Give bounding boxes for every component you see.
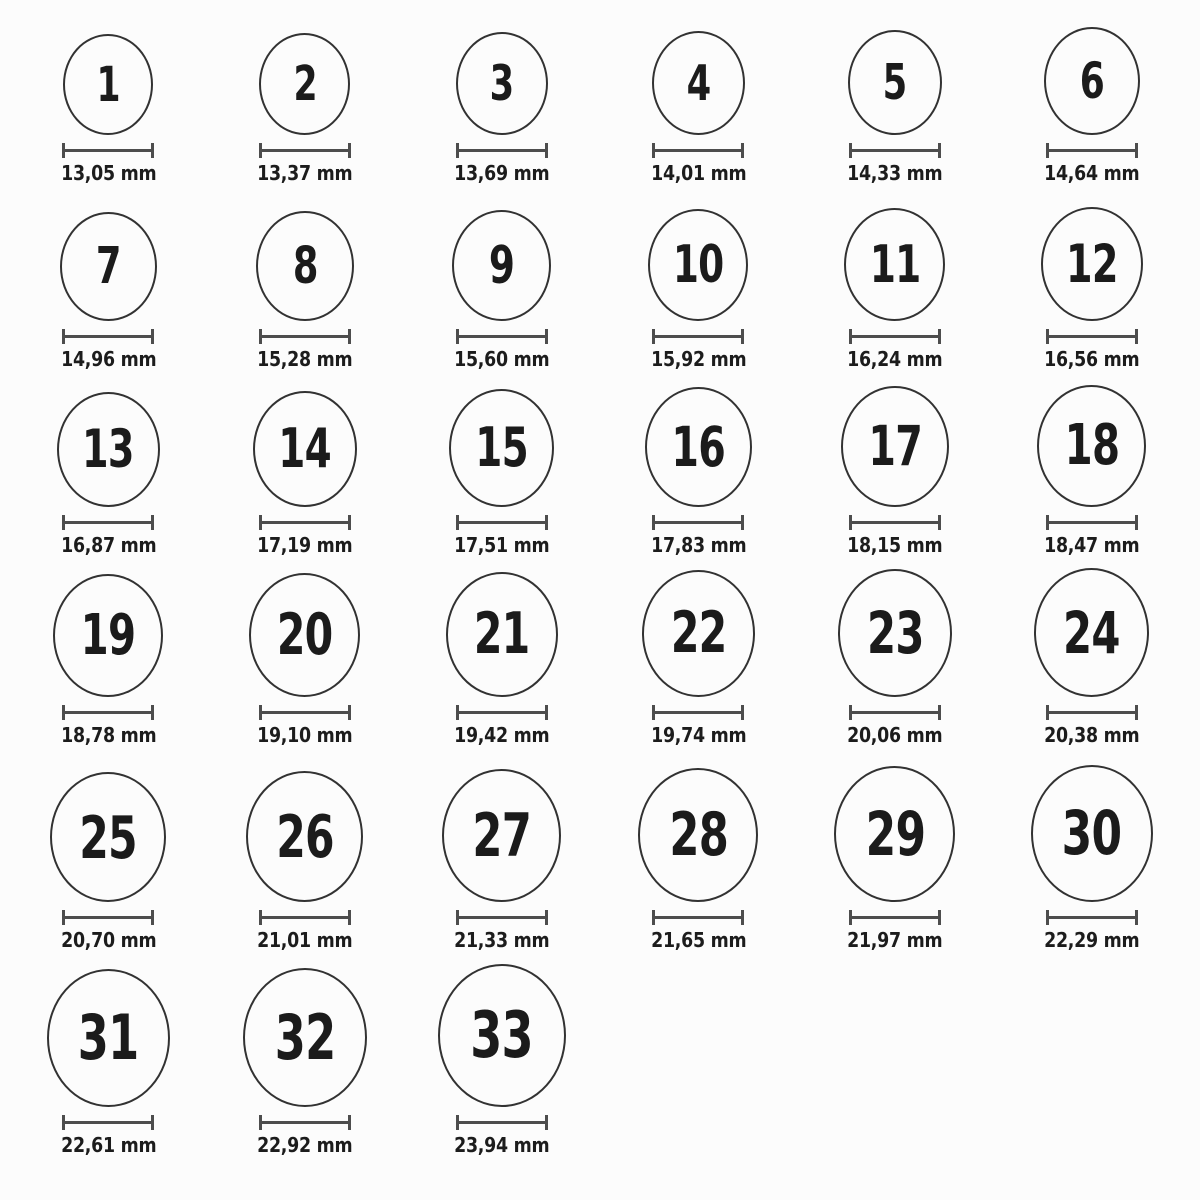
size-label: 19,10 mm (257, 723, 353, 747)
size-label: 21,65 mm (650, 928, 746, 952)
size-label: 18,47 mm (1044, 533, 1140, 557)
size-number: 27 (472, 800, 531, 871)
measure-tick-right-icon (348, 329, 351, 344)
measure-tick-right-icon (348, 515, 351, 530)
size-circle (57, 392, 160, 507)
size-number: 6 (1079, 52, 1104, 110)
diameter-measure-line (259, 1115, 351, 1130)
measure-tick-right-icon (1135, 705, 1138, 720)
ring-size-item (207, 195, 404, 381)
size-number: 21 (473, 601, 530, 667)
ring-size-item (600, 0, 797, 195)
measure-tick-right-icon (348, 1115, 351, 1130)
size-number: 23 (866, 599, 924, 667)
measure-tick-right-icon (348, 705, 351, 720)
measure-tick-right-icon (1135, 329, 1138, 344)
measure-bar (456, 335, 548, 338)
size-number: 31 (77, 1001, 139, 1074)
diameter-measure-line (259, 705, 351, 720)
ring-size-item (993, 0, 1190, 195)
measure-tick-right-icon (545, 143, 548, 158)
size-circle (53, 574, 163, 697)
diameter-measure-line (259, 329, 351, 344)
measure-tick-right-icon (1135, 143, 1138, 158)
measure-tick-right-icon (741, 705, 744, 720)
size-label: 21,97 mm (847, 928, 943, 952)
size-label: 16,56 mm (1044, 347, 1140, 371)
size-number: 22 (670, 600, 727, 666)
ring-size-chart (10, 0, 1190, 1167)
ring-size-item (10, 0, 207, 195)
size-circle (442, 769, 561, 902)
ring-size-item (207, 962, 404, 1167)
measure-bar (849, 149, 941, 152)
diameter-measure-line (259, 910, 351, 925)
diameter-measure-line (456, 143, 548, 158)
size-circle (246, 771, 363, 902)
measure-bar (652, 335, 744, 338)
measure-bar (849, 335, 941, 338)
size-label: 13,05 mm (60, 161, 156, 185)
measure-tick-right-icon (741, 910, 744, 925)
size-number: 7 (95, 237, 121, 296)
measure-tick-right-icon (938, 705, 941, 720)
measure-tick-right-icon (348, 143, 351, 158)
size-label: 15,92 mm (650, 347, 746, 371)
diameter-measure-line (259, 143, 351, 158)
diameter-measure-line (652, 515, 744, 530)
diameter-measure-line (456, 515, 548, 530)
size-label: 15,28 mm (257, 347, 353, 371)
size-circle (47, 969, 170, 1107)
size-circle (243, 968, 367, 1107)
diameter-measure-line (62, 705, 154, 720)
size-label: 14,96 mm (60, 347, 156, 371)
measure-bar (259, 149, 351, 152)
diameter-measure-line (62, 329, 154, 344)
size-circle (1031, 765, 1153, 902)
size-number: 24 (1063, 598, 1120, 667)
measure-tick-right-icon (938, 515, 941, 530)
ring-size-item (797, 0, 994, 195)
measure-bar (1046, 916, 1138, 919)
measure-bar (1046, 149, 1138, 152)
size-number: 25 (79, 802, 138, 872)
measure-bar (259, 335, 351, 338)
size-circle (446, 572, 558, 697)
ring-size-item (207, 0, 404, 195)
ring-size-item (403, 962, 600, 1167)
ring-size-item (10, 195, 207, 381)
size-label: 17,19 mm (257, 533, 353, 557)
diameter-measure-line (62, 910, 154, 925)
measure-bar (849, 916, 941, 919)
size-circle (456, 32, 548, 135)
diameter-measure-line (456, 705, 548, 720)
measure-tick-right-icon (741, 143, 744, 158)
ring-size-item (403, 757, 600, 962)
ring-size-item (993, 567, 1190, 757)
diameter-measure-line (456, 1115, 548, 1130)
size-number: 1 (96, 56, 120, 113)
size-number: 3 (489, 55, 514, 112)
size-number: 11 (869, 234, 921, 295)
measure-tick-right-icon (151, 515, 154, 530)
size-label: 21,01 mm (257, 928, 353, 952)
size-circle (645, 387, 752, 507)
size-label: 13,37 mm (257, 161, 353, 185)
size-circle (1041, 207, 1143, 321)
size-circle (253, 391, 357, 507)
size-label: 21,33 mm (454, 928, 550, 952)
size-circle (844, 208, 945, 321)
measure-bar (652, 521, 744, 524)
measure-tick-right-icon (1135, 515, 1138, 530)
measure-bar (1046, 521, 1138, 524)
ring-size-item (600, 381, 797, 567)
diameter-measure-line (849, 705, 941, 720)
ring-size-item (10, 757, 207, 962)
measure-bar (62, 335, 154, 338)
size-circle (249, 573, 360, 697)
size-label: 15,60 mm (454, 347, 550, 371)
ring-size-item (403, 567, 600, 757)
diameter-measure-line (849, 143, 941, 158)
size-circle (256, 211, 354, 321)
measure-bar (259, 521, 351, 524)
size-label: 19,74 mm (650, 723, 746, 747)
size-circle (438, 964, 566, 1107)
diameter-measure-line (652, 705, 744, 720)
diameter-measure-line (1046, 705, 1138, 720)
size-circle (259, 33, 350, 135)
measure-tick-right-icon (938, 329, 941, 344)
size-label: 16,87 mm (60, 533, 156, 557)
size-number: 20 (277, 601, 333, 668)
measure-tick-right-icon (545, 329, 548, 344)
size-label: 22,29 mm (1044, 928, 1140, 952)
size-label: 17,51 mm (454, 533, 550, 557)
measure-tick-right-icon (1135, 910, 1138, 925)
ring-size-item (797, 381, 994, 567)
measure-bar (259, 916, 351, 919)
measure-tick-right-icon (938, 910, 941, 925)
size-circle (841, 386, 949, 507)
diameter-measure-line (1046, 143, 1138, 158)
diameter-measure-line (652, 329, 744, 344)
measure-bar (259, 711, 351, 714)
size-number: 15 (475, 416, 528, 479)
size-label: 23,94 mm (454, 1133, 550, 1157)
measure-bar (1046, 335, 1138, 338)
measure-tick-right-icon (151, 143, 154, 158)
measure-tick-right-icon (741, 515, 744, 530)
size-number: 9 (488, 235, 515, 296)
ring-size-item (993, 381, 1190, 567)
size-number: 13 (82, 419, 135, 480)
size-number: 30 (1061, 798, 1122, 869)
size-number: 26 (276, 802, 334, 871)
ring-size-item (993, 195, 1190, 381)
size-number: 16 (671, 414, 726, 479)
ring-size-item (207, 381, 404, 567)
size-circle (838, 569, 952, 697)
size-label: 14,01 mm (650, 161, 746, 185)
ring-size-item (600, 195, 797, 381)
size-number: 10 (672, 235, 724, 295)
measure-bar (259, 1121, 351, 1124)
diameter-measure-line (62, 515, 154, 530)
size-number: 19 (80, 602, 136, 668)
size-number: 18 (1064, 413, 1119, 478)
size-circle (60, 212, 157, 321)
ring-size-item (10, 567, 207, 757)
ring-size-item (10, 962, 207, 1167)
diameter-measure-line (456, 329, 548, 344)
ring-size-item (403, 0, 600, 195)
measure-tick-right-icon (741, 329, 744, 344)
size-number: 33 (470, 998, 533, 1073)
diameter-measure-line (652, 910, 744, 925)
size-label: 18,15 mm (847, 533, 943, 557)
measure-bar (456, 1121, 548, 1124)
measure-tick-right-icon (545, 705, 548, 720)
size-number: 2 (293, 56, 317, 112)
diameter-measure-line (62, 143, 154, 158)
diameter-measure-line (1046, 329, 1138, 344)
measure-tick-right-icon (151, 329, 154, 344)
size-number: 12 (1065, 233, 1118, 295)
size-number: 14 (278, 417, 332, 480)
size-number: 32 (274, 1000, 336, 1074)
measure-tick-right-icon (545, 1115, 548, 1130)
measure-tick-right-icon (348, 910, 351, 925)
size-circle (50, 772, 166, 902)
measure-bar (62, 916, 154, 919)
ring-size-item (403, 195, 600, 381)
diameter-measure-line (1046, 910, 1138, 925)
ring-size-item (600, 567, 797, 757)
measure-bar (62, 521, 154, 524)
size-circle (638, 768, 758, 902)
size-circle (834, 766, 955, 902)
ring-size-item (797, 757, 994, 962)
measure-tick-right-icon (151, 705, 154, 720)
diameter-measure-line (456, 910, 548, 925)
measure-bar (1046, 711, 1138, 714)
measure-bar (62, 711, 154, 714)
diameter-measure-line (849, 515, 941, 530)
measure-bar (652, 916, 744, 919)
diameter-measure-line (652, 143, 744, 158)
ring-size-item (207, 757, 404, 962)
size-number: 28 (668, 800, 728, 870)
measure-bar (456, 711, 548, 714)
diameter-measure-line (849, 910, 941, 925)
size-circle (642, 570, 755, 697)
size-label: 20,06 mm (847, 723, 943, 747)
size-number: 17 (868, 414, 922, 478)
measure-bar (652, 149, 744, 152)
measure-bar (456, 916, 548, 919)
ring-size-item (600, 757, 797, 962)
size-label: 16,24 mm (847, 347, 943, 371)
size-circle (1034, 568, 1149, 697)
ring-size-item (797, 567, 994, 757)
size-number: 8 (292, 236, 318, 296)
size-number: 5 (883, 54, 907, 111)
diameter-measure-line (1046, 515, 1138, 530)
size-circle (452, 210, 551, 321)
size-number: 4 (686, 54, 711, 112)
ring-size-item (207, 567, 404, 757)
size-number: 29 (865, 798, 925, 870)
measure-tick-right-icon (545, 910, 548, 925)
measure-bar (62, 1121, 154, 1124)
size-label: 17,83 mm (650, 533, 746, 557)
size-label: 13,69 mm (454, 161, 550, 185)
measure-tick-right-icon (938, 143, 941, 158)
measure-bar (456, 149, 548, 152)
size-circle (449, 389, 554, 507)
size-label: 18,78 mm (60, 723, 156, 747)
ring-size-item (10, 381, 207, 567)
diameter-measure-line (259, 515, 351, 530)
size-circle (1044, 27, 1140, 135)
size-label: 22,61 mm (60, 1133, 156, 1157)
size-circle (648, 209, 748, 321)
size-label: 19,42 mm (454, 723, 550, 747)
diameter-measure-line (62, 1115, 154, 1130)
size-label: 20,70 mm (60, 928, 156, 952)
size-label: 22,92 mm (257, 1133, 353, 1157)
measure-bar (62, 149, 154, 152)
measure-bar (849, 521, 941, 524)
measure-bar (652, 711, 744, 714)
size-circle (848, 30, 942, 135)
size-label: 14,64 mm (1044, 161, 1140, 185)
size-label: 14,33 mm (847, 161, 943, 185)
size-circle (1037, 385, 1146, 507)
measure-tick-right-icon (151, 910, 154, 925)
measure-tick-right-icon (151, 1115, 154, 1130)
size-circle (652, 31, 745, 135)
ring-size-item (797, 195, 994, 381)
measure-tick-right-icon (545, 515, 548, 530)
ring-size-item (993, 757, 1190, 962)
size-label: 20,38 mm (1044, 723, 1140, 747)
ring-size-item (403, 381, 600, 567)
size-circle (63, 34, 153, 135)
measure-bar (456, 521, 548, 524)
measure-bar (849, 711, 941, 714)
diameter-measure-line (849, 329, 941, 344)
